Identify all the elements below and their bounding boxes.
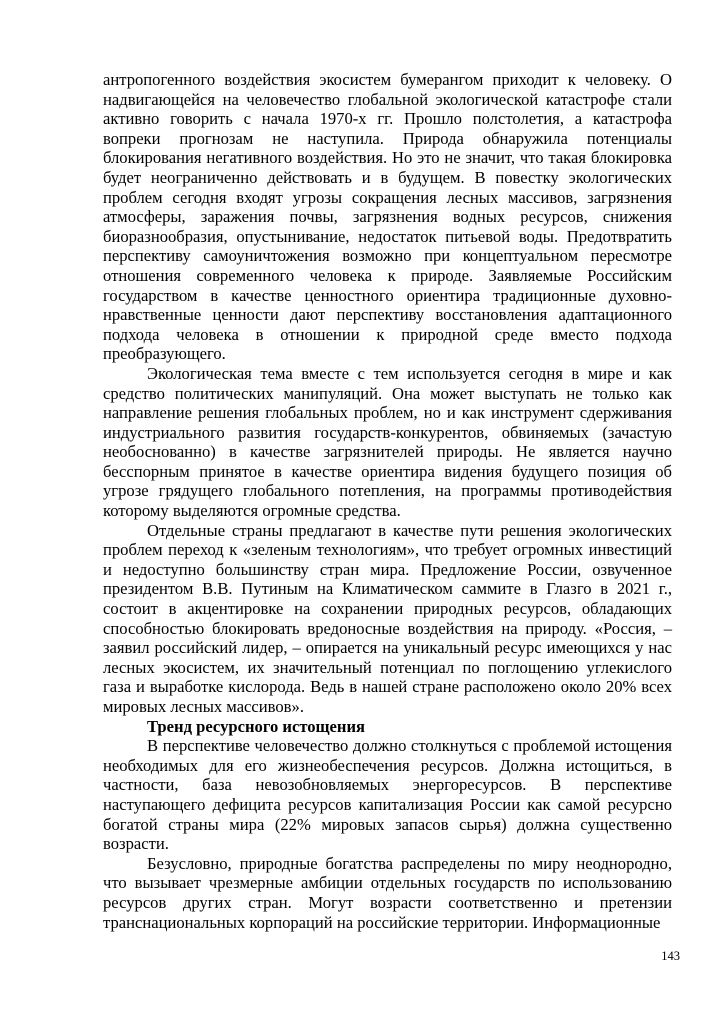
paragraph-green-technologies: Отдельные страны предлагают в качестве пути решения экологических проблем переход к «зеленым технологиям», что требует огромных инвестиций и недоступно большинству стран мира. Предложение России, озвученное президентом В.В. Путиным на Климатическом саммите в Глазго в 2021 г., состоит в акцентировке на сохранении природных ресурсов, обладающих способностью блокировать вредоносные воздействия на природу. «Россия, – заявил российский лидер, – опирается на уникальный ресурс имеющихся у нас лесных экосистем, их значительный потенциал по поглощению углекислого газа и выработке кислорода. Ведь в нашей стране расположено около 20% всех мировых лесных массивов». (103, 520, 672, 716)
page-number: 143 (661, 949, 680, 963)
document-page (103, 70, 672, 932)
paragraph-ecology-politics: Экологическая тема вместе с тем используется сегодня в мире и как средство политических манипуляций. Она может выступать не только как направление решения глобальных проблем, но и как инструмент сдерживания индустриального развития государств-конкурентов, обвиняемых (зачастую необоснованно) в качестве загрязнителей природы. Не является научно бесспорным принятое в качестве ориентира видения будущего позиция об угрозе грядущего глобального потепления, на программы противодействия которому выделяются огромные средства. (103, 363, 672, 521)
section-heading: Тренд ресурсного истощения (147, 716, 366, 736)
paragraph-natural-wealth: Безусловно, природные богатства распределены по миру неоднородно, что вызывает чрезмерные амбиции отдельных государств по использованию ресурсов других стран. Могут возрасти соответственно и претензии транснациональных корпораций на российские территории. Информационные (103, 853, 672, 932)
paragraph-ecology-boomerang: антропогенного воздействия экосистем бумерангом приходит к человеку. О надвигающейся на человечество глобальной экологической катастрофе стали активно говорить с начала 1970-х гг. Прошло полстолетия, а катастрофа вопреки прогнозам не наступила. Природа обнаружила потенциалы блокирования негативного воздействия. Но это не значит, что такая блокировка будет неограниченно действовать и в будущем. В повестку экологических проблем сегодня входят угрозы сокращения лесных массивов, загрязнения атмосферы, заражения почвы, загрязнения водных ресурсов, снижения биоразнообразия, опустынивание, недостаток питьевой воды. Предотвратить перспективу самоуничтожения возможно при концептуальном пересмотре отношения современного человека к природе. Заявляемые Российским государством в качестве ценностного ориентира традиционные духовно-нравственные ценности дают перспективу восстановления адаптационного подхода человека в отношении к природной среде вместо подхода преобразующего. (103, 70, 672, 364)
paragraph-resource-depletion: В перспективе человечество должно столкнуться с проблемой истощения необходимых для его жизнеобеспечения ресурсов. Должна истощиться, в частности, база невозобновляемых энергоресурсов. В перспективе наступающего дефицита ресурсов капитализация России как самой ресурсно богатой страны мира (22% мировых запасов сырья) должна существенно возрасти. (103, 736, 672, 854)
